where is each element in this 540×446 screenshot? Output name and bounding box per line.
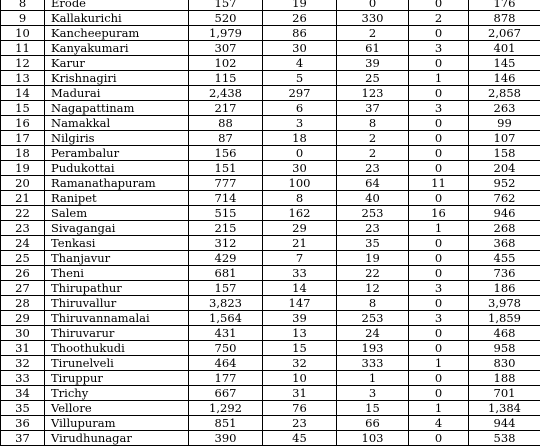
serial-number-cell: 26 xyxy=(1,266,45,281)
table-row xyxy=(1,86,540,101)
serial-number-cell: 21 xyxy=(1,191,45,206)
district-name-cell: Thoothukudi xyxy=(45,341,189,356)
value-cell-4: 0 xyxy=(409,371,469,386)
value-cell-2: 14 xyxy=(263,281,337,296)
total-cell: 1,859 xyxy=(469,311,540,326)
value-cell-1: 115 xyxy=(189,71,263,86)
value-cell-2: 30 xyxy=(263,41,337,56)
value-cell-3: 39 xyxy=(337,56,409,71)
serial-number-cell: 33 xyxy=(1,371,45,386)
district-name-cell: Tenkasi xyxy=(45,236,189,251)
value-cell-2: 147 xyxy=(263,296,337,311)
total-cell: 952 xyxy=(469,176,540,191)
value-cell-1: 681 xyxy=(189,266,263,281)
value-cell-1: 390 xyxy=(189,431,263,446)
value-cell-3: 24 xyxy=(337,326,409,341)
table-row xyxy=(1,221,540,236)
table-row xyxy=(1,236,540,251)
serial-number-cell: 24 xyxy=(1,236,45,251)
serial-number-cell: 31 xyxy=(1,341,45,356)
value-cell-4: 1 xyxy=(409,71,469,86)
value-cell-4: 0 xyxy=(409,26,469,41)
value-cell-3: 123 xyxy=(337,86,409,101)
total-cell: 736 xyxy=(469,266,540,281)
value-cell-4: 3 xyxy=(409,41,469,56)
total-cell: 762 xyxy=(469,191,540,206)
value-cell-2: 10 xyxy=(263,371,337,386)
table-row xyxy=(1,41,540,56)
value-cell-1: 851 xyxy=(189,416,263,431)
table-body xyxy=(1,0,540,446)
table-row xyxy=(1,341,540,356)
value-cell-4: 0 xyxy=(409,386,469,401)
value-cell-2: 5 xyxy=(263,71,337,86)
value-cell-2: 30 xyxy=(263,161,337,176)
value-cell-4: 0 xyxy=(409,236,469,251)
value-cell-2: 21 xyxy=(263,236,337,251)
value-cell-3: 12 xyxy=(337,281,409,296)
serial-number-cell: 35 xyxy=(1,401,45,416)
value-cell-2: 6 xyxy=(263,101,337,116)
value-cell-2: 39 xyxy=(263,311,337,326)
value-cell-1: 667 xyxy=(189,386,263,401)
total-cell: 455 xyxy=(469,251,540,266)
district-name-cell: Tiruppur xyxy=(45,371,189,386)
district-name-cell: Tirunelveli xyxy=(45,356,189,371)
value-cell-1: 464 xyxy=(189,356,263,371)
value-cell-2: 162 xyxy=(263,206,337,221)
value-cell-4: 1 xyxy=(409,356,469,371)
total-cell: 99 xyxy=(469,116,540,131)
district-name-cell: Thanjavur xyxy=(45,251,189,266)
table-row xyxy=(1,146,540,161)
value-cell-3: 330 xyxy=(337,11,409,26)
value-cell-3: 0 xyxy=(337,0,409,11)
value-cell-4: 0 xyxy=(409,161,469,176)
value-cell-1: 777 xyxy=(189,176,263,191)
district-name-cell: Kanyakumari xyxy=(45,41,189,56)
district-name-cell: Nagapattinam xyxy=(45,101,189,116)
value-cell-1: 157 xyxy=(189,281,263,296)
value-cell-3: 253 xyxy=(337,311,409,326)
value-cell-2: 26 xyxy=(263,11,337,26)
table-row xyxy=(1,116,540,131)
value-cell-2: 7 xyxy=(263,251,337,266)
value-cell-4: 3 xyxy=(409,281,469,296)
district-name-cell: Virudhunagar xyxy=(45,431,189,446)
serial-number-cell: 15 xyxy=(1,101,45,116)
value-cell-4: 0 xyxy=(409,131,469,146)
total-cell: 146 xyxy=(469,71,540,86)
value-cell-4: 3 xyxy=(409,101,469,116)
table-row xyxy=(1,131,540,146)
table-row xyxy=(1,26,540,41)
value-cell-1: 750 xyxy=(189,341,263,356)
serial-number-cell: 36 xyxy=(1,416,45,431)
value-cell-4: 0 xyxy=(409,86,469,101)
value-cell-4: 0 xyxy=(409,0,469,11)
value-cell-3: 3 xyxy=(337,386,409,401)
serial-number-cell: 14 xyxy=(1,86,45,101)
value-cell-1: 307 xyxy=(189,41,263,56)
district-name-cell: Pudukottai xyxy=(45,161,189,176)
serial-number-cell: 12 xyxy=(1,56,45,71)
value-cell-4: 0 xyxy=(409,251,469,266)
value-cell-2: 19 xyxy=(263,0,337,11)
value-cell-1: 312 xyxy=(189,236,263,251)
table-row xyxy=(1,0,540,11)
value-cell-4: 0 xyxy=(409,146,469,161)
table-row xyxy=(1,326,540,341)
total-cell: 158 xyxy=(469,146,540,161)
table-row xyxy=(1,206,540,221)
value-cell-3: 23 xyxy=(337,221,409,236)
value-cell-3: 23 xyxy=(337,161,409,176)
value-cell-1: 215 xyxy=(189,221,263,236)
value-cell-1: 88 xyxy=(189,116,263,131)
total-cell: 878 xyxy=(469,11,540,26)
total-cell: 830 xyxy=(469,356,540,371)
total-cell: 468 xyxy=(469,326,540,341)
value-cell-2: 8 xyxy=(263,191,337,206)
total-cell: 701 xyxy=(469,386,540,401)
value-cell-3: 66 xyxy=(337,416,409,431)
value-cell-3: 37 xyxy=(337,101,409,116)
district-name-cell: Theni xyxy=(45,266,189,281)
table-row xyxy=(1,176,540,191)
table-row xyxy=(1,401,540,416)
table-row xyxy=(1,251,540,266)
total-cell: 946 xyxy=(469,206,540,221)
value-cell-3: 35 xyxy=(337,236,409,251)
table-row xyxy=(1,296,540,311)
value-cell-3: 8 xyxy=(337,296,409,311)
serial-number-cell: 17 xyxy=(1,131,45,146)
value-cell-4: 1 xyxy=(409,401,469,416)
value-cell-4: 4 xyxy=(409,416,469,431)
value-cell-3: 40 xyxy=(337,191,409,206)
serial-number-cell: 32 xyxy=(1,356,45,371)
value-cell-1: 431 xyxy=(189,326,263,341)
value-cell-2: 31 xyxy=(263,386,337,401)
table-row xyxy=(1,71,540,86)
value-cell-4: 0 xyxy=(409,191,469,206)
district-name-cell: Trichy xyxy=(45,386,189,401)
total-cell: 2,067 xyxy=(469,26,540,41)
value-cell-1: 3,823 xyxy=(189,296,263,311)
value-cell-3: 193 xyxy=(337,341,409,356)
value-cell-1: 87 xyxy=(189,131,263,146)
district-name-cell: Nilgiris xyxy=(45,131,189,146)
value-cell-2: 29 xyxy=(263,221,337,236)
serial-number-cell: 28 xyxy=(1,296,45,311)
value-cell-4: 0 xyxy=(409,296,469,311)
value-cell-3: 15 xyxy=(337,401,409,416)
value-cell-3: 333 xyxy=(337,356,409,371)
serial-number-cell: 9 xyxy=(1,11,45,26)
district-name-cell: Krishnagiri xyxy=(45,71,189,86)
value-cell-1: 1,979 xyxy=(189,26,263,41)
total-cell: 107 xyxy=(469,131,540,146)
serial-number-cell: 11 xyxy=(1,41,45,56)
value-cell-3: 253 xyxy=(337,206,409,221)
value-cell-1: 177 xyxy=(189,371,263,386)
total-cell: 176 xyxy=(469,0,540,11)
total-cell: 368 xyxy=(469,236,540,251)
value-cell-1: 217 xyxy=(189,101,263,116)
table-row xyxy=(1,56,540,71)
total-cell: 538 xyxy=(469,431,540,446)
value-cell-2: 0 xyxy=(263,146,337,161)
value-cell-4: 3 xyxy=(409,311,469,326)
value-cell-4: 1 xyxy=(409,221,469,236)
district-name-cell: Thiruvannamalai xyxy=(45,311,189,326)
total-cell: 944 xyxy=(469,416,540,431)
table-row xyxy=(1,356,540,371)
serial-number-cell: 22 xyxy=(1,206,45,221)
district-name-cell: Karur xyxy=(45,56,189,71)
value-cell-2: 32 xyxy=(263,356,337,371)
table-row xyxy=(1,416,540,431)
value-cell-2: 45 xyxy=(263,431,337,446)
table-row xyxy=(1,371,540,386)
serial-number-cell: 29 xyxy=(1,311,45,326)
value-cell-4: 16 xyxy=(409,206,469,221)
table-row xyxy=(1,11,540,26)
value-cell-2: 3 xyxy=(263,116,337,131)
total-cell: 186 xyxy=(469,281,540,296)
total-cell: 268 xyxy=(469,221,540,236)
value-cell-1: 151 xyxy=(189,161,263,176)
total-cell: 2,858 xyxy=(469,86,540,101)
district-name-cell: Perambalur xyxy=(45,146,189,161)
value-cell-2: 76 xyxy=(263,401,337,416)
value-cell-4: 0 xyxy=(409,266,469,281)
district-name-cell: Vellore xyxy=(45,401,189,416)
serial-number-cell: 13 xyxy=(1,71,45,86)
value-cell-2: 4 xyxy=(263,56,337,71)
total-cell: 3,978 xyxy=(469,296,540,311)
value-cell-3: 2 xyxy=(337,131,409,146)
serial-number-cell: 34 xyxy=(1,386,45,401)
value-cell-2: 33 xyxy=(263,266,337,281)
district-name-cell: Salem xyxy=(45,206,189,221)
value-cell-3: 2 xyxy=(337,26,409,41)
value-cell-3: 1 xyxy=(337,371,409,386)
serial-number-cell: 10 xyxy=(1,26,45,41)
total-cell: 401 xyxy=(469,41,540,56)
value-cell-1: 520 xyxy=(189,11,263,26)
value-cell-1: 515 xyxy=(189,206,263,221)
table-row xyxy=(1,281,540,296)
value-cell-4: 0 xyxy=(409,341,469,356)
serial-number-cell: 27 xyxy=(1,281,45,296)
value-cell-2: 23 xyxy=(263,416,337,431)
table-row xyxy=(1,386,540,401)
value-cell-3: 25 xyxy=(337,71,409,86)
table-row xyxy=(1,431,540,446)
district-name-cell: Sivagangai xyxy=(45,221,189,236)
total-cell: 188 xyxy=(469,371,540,386)
serial-number-cell: 25 xyxy=(1,251,45,266)
serial-number-cell: 8 xyxy=(1,0,45,11)
table-row xyxy=(1,161,540,176)
district-name-cell: Namakkal xyxy=(45,116,189,131)
serial-number-cell: 23 xyxy=(1,221,45,236)
value-cell-1: 1,292 xyxy=(189,401,263,416)
district-name-cell: Kancheepuram xyxy=(45,26,189,41)
district-name-cell: Erode xyxy=(45,0,189,11)
total-cell: 958 xyxy=(469,341,540,356)
value-cell-4: 0 xyxy=(409,56,469,71)
value-cell-1: 156 xyxy=(189,146,263,161)
district-name-cell: Thiruvarur xyxy=(45,326,189,341)
table-row xyxy=(1,101,540,116)
district-name-cell: Madurai xyxy=(45,86,189,101)
value-cell-1: 1,564 xyxy=(189,311,263,326)
value-cell-3: 19 xyxy=(337,251,409,266)
value-cell-4: 2 xyxy=(409,11,469,26)
value-cell-2: 18 xyxy=(263,131,337,146)
district-name-cell: Thiruvallur xyxy=(45,296,189,311)
value-cell-4: 11 xyxy=(409,176,469,191)
serial-number-cell: 20 xyxy=(1,176,45,191)
value-cell-1: 157 xyxy=(189,0,263,11)
table-row xyxy=(1,191,540,206)
value-cell-3: 103 xyxy=(337,431,409,446)
value-cell-1: 429 xyxy=(189,251,263,266)
value-cell-4: 0 xyxy=(409,326,469,341)
table-row xyxy=(1,311,540,326)
value-cell-2: 15 xyxy=(263,341,337,356)
value-cell-3: 2 xyxy=(337,146,409,161)
district-name-cell: Villupuram xyxy=(45,416,189,431)
value-cell-3: 8 xyxy=(337,116,409,131)
value-cell-3: 61 xyxy=(337,41,409,56)
total-cell: 145 xyxy=(469,56,540,71)
total-cell: 263 xyxy=(469,101,540,116)
district-name-cell: Ranipet xyxy=(45,191,189,206)
value-cell-4: 0 xyxy=(409,431,469,446)
serial-number-cell: 30 xyxy=(1,326,45,341)
table-row xyxy=(1,266,540,281)
serial-number-cell: 37 xyxy=(1,431,45,446)
value-cell-2: 100 xyxy=(263,176,337,191)
total-cell: 1,384 xyxy=(469,401,540,416)
district-name-cell: Thirupathur xyxy=(45,281,189,296)
value-cell-4: 0 xyxy=(409,116,469,131)
value-cell-2: 86 xyxy=(263,26,337,41)
value-cell-1: 102 xyxy=(189,56,263,71)
district-name-cell: Ramanathapuram xyxy=(45,176,189,191)
value-cell-2: 297 xyxy=(263,86,337,101)
value-cell-1: 714 xyxy=(189,191,263,206)
value-cell-3: 22 xyxy=(337,266,409,281)
serial-number-cell: 19 xyxy=(1,161,45,176)
total-cell: 204 xyxy=(469,161,540,176)
serial-number-cell: 18 xyxy=(1,146,45,161)
value-cell-2: 13 xyxy=(263,326,337,341)
serial-number-cell: 16 xyxy=(1,116,45,131)
district-name-cell: Kallakurichi xyxy=(45,11,189,26)
value-cell-3: 64 xyxy=(337,176,409,191)
value-cell-1: 2,438 xyxy=(189,86,263,101)
